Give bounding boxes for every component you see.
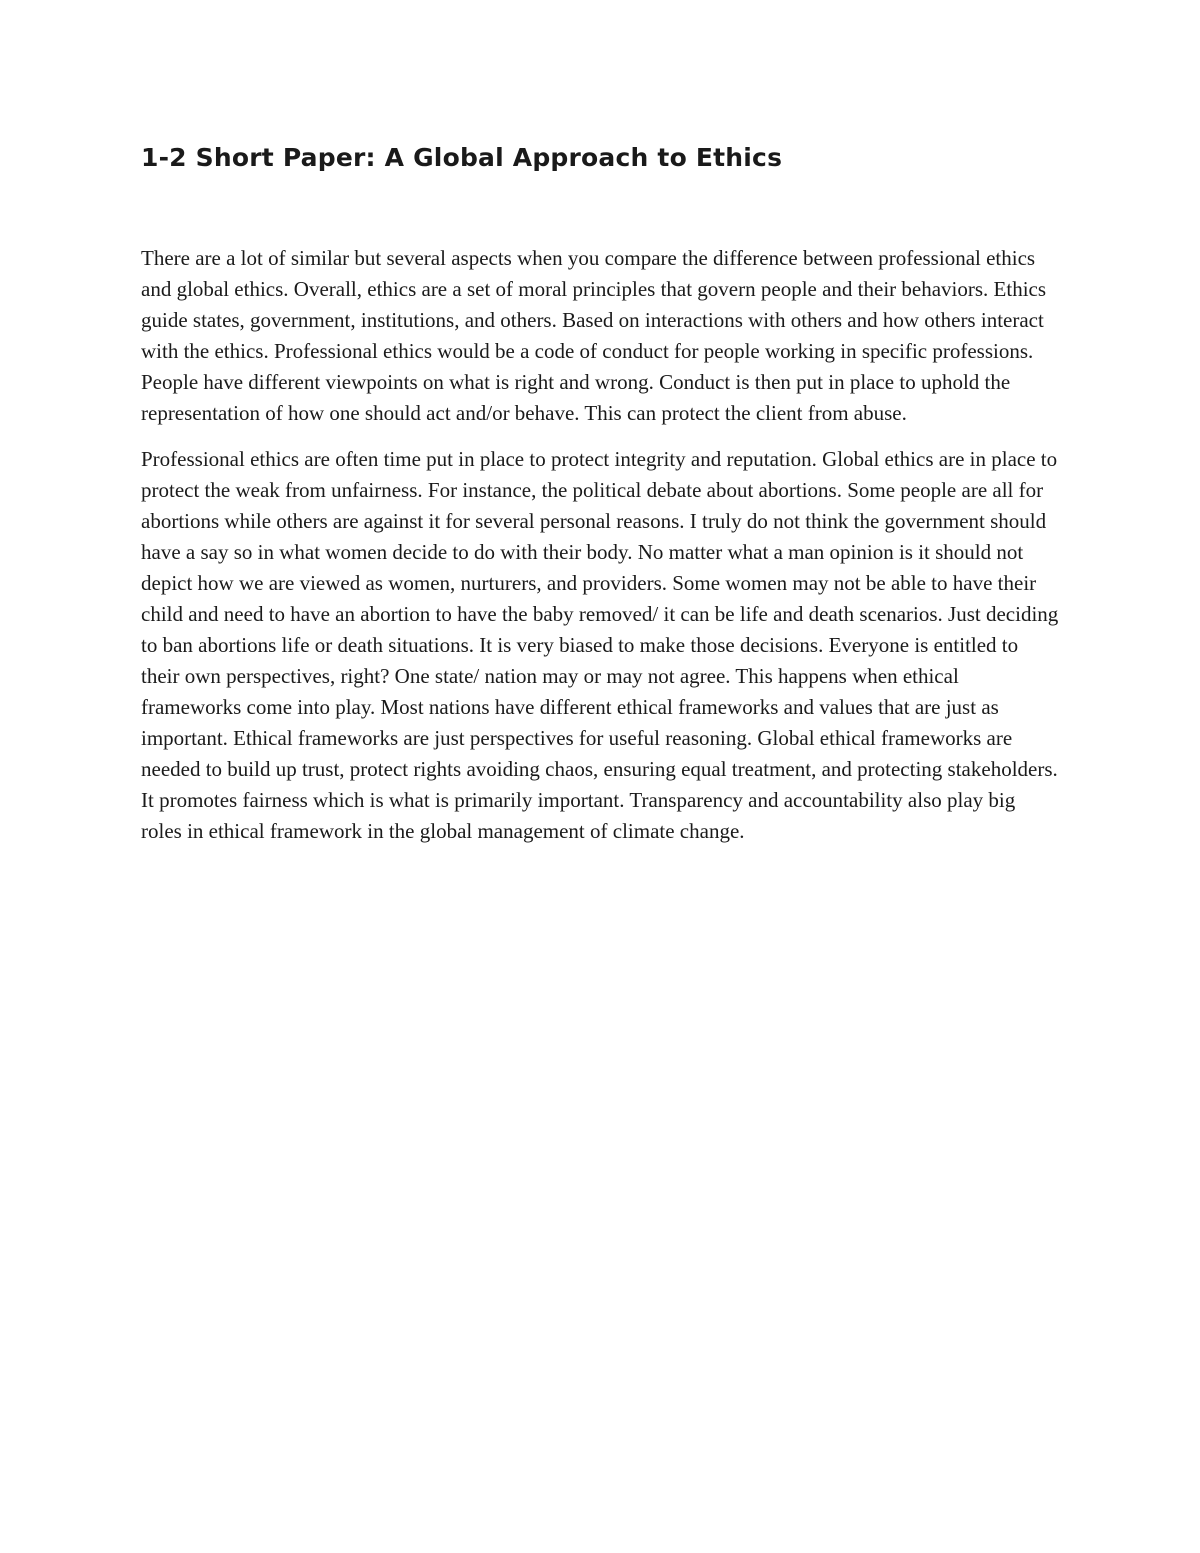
document-content xyxy=(141,139,1061,847)
paragraph-1: There are a lot of similar but several aspects when you compare the difference between professional ethics and global ethics. Overall, ethics are a set of moral principles that govern people and their behaviors. Ethics guide states, government, institutions, and others. Based on interactions with others and how others interact with the ethics. Professional ethics would be a code of conduct for people working in specific professions. People have different viewpoints on what is right and wrong. Conduct is then put in place to uphold the representation of how one should act and/or behave. This can protect the client from abuse. xyxy=(141,246,1047,425)
paragraph-2: Professional ethics are often time put in place to protect integrity and reputation. Global ethics are in place to protect the weak from unfairness. For instance, the political debate about abortions. Some people are all for abortions while others are against it for several personal reasons. I truly do not think the government should have a say so in what women decide to do with their body. No matter what a man opinion is it should not depict how we are viewed as women, nurturers, and providers. Some women may not be able to have their child and need to have an abortion to have the baby removed/ it can be life and death scenarios. Just deciding to ban abortions life or death situations. It is very biased to make those decisions. Everyone is entitled to their own perspectives, right? One state/ nation may or may not agree. This happens when ethical frameworks come into play. Most nations have different ethical frameworks and values that are just as important. Ethical frameworks are just perspectives for useful reasoning. Global ethical frameworks are needed to build up trust, protect rights avoiding chaos, ensuring equal treatment, and protecting stakeholders. It promotes fairness which is what is primarily important. Transparency and accountability also play big roles in ethical framework in the global management of climate change. xyxy=(141,447,1059,843)
document-title: 1-2 Short Paper: A Global Approach to Ethics xyxy=(141,143,783,172)
